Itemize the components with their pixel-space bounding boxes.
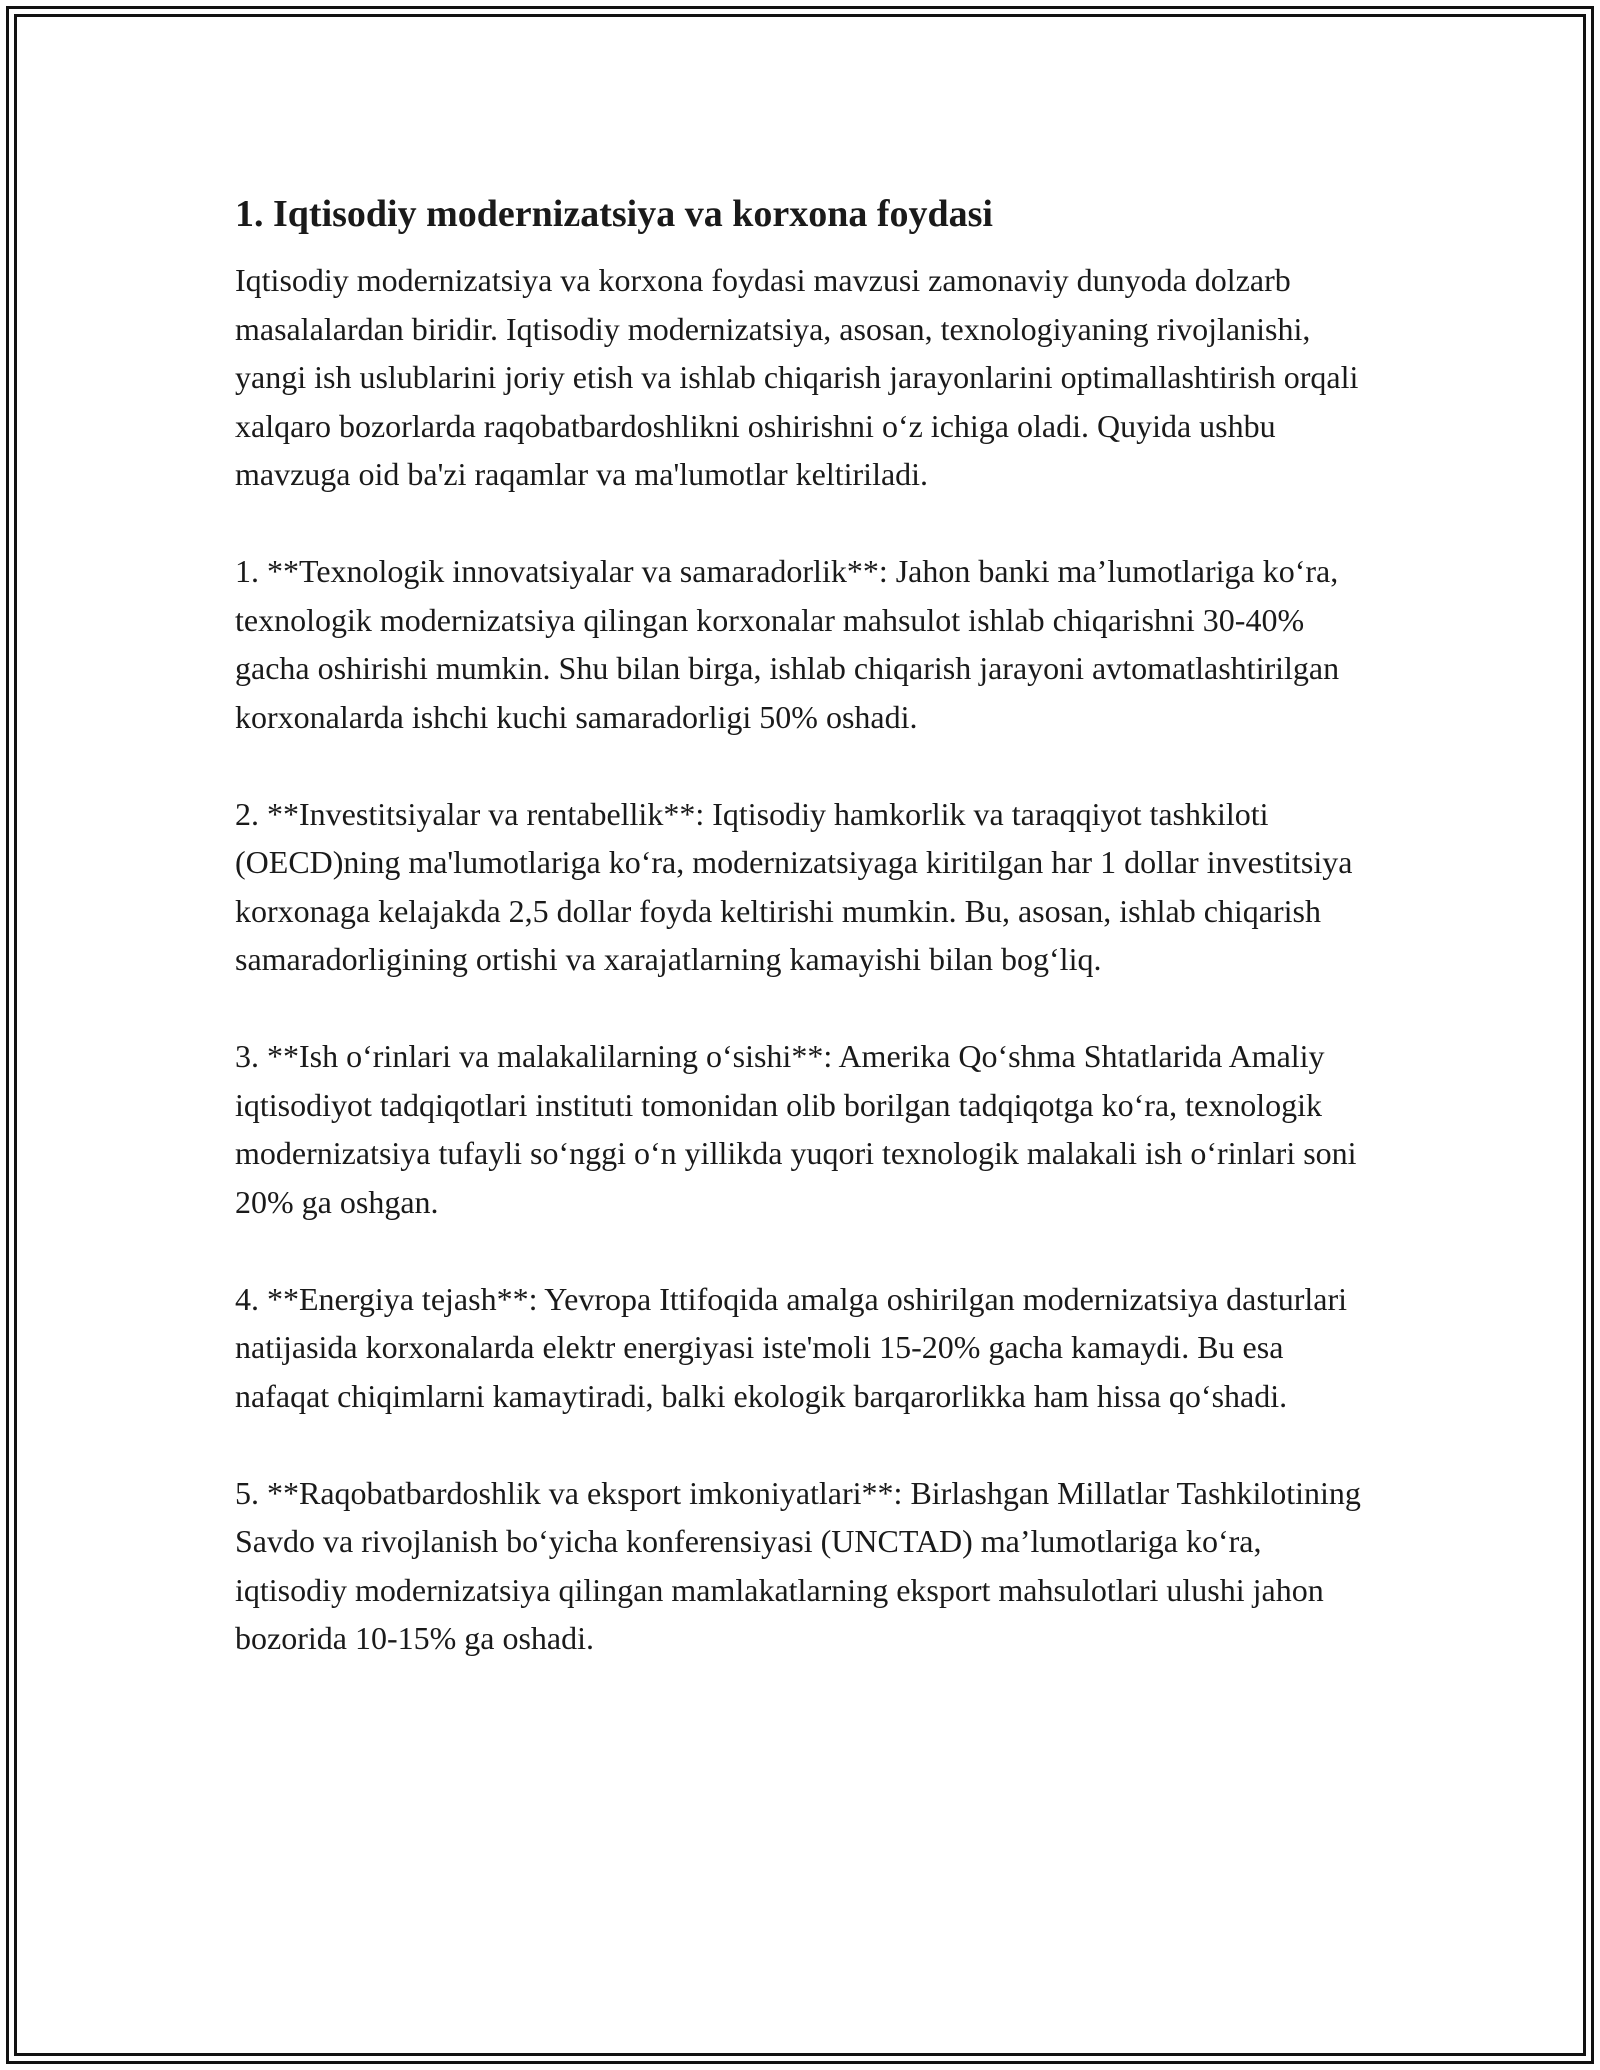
point-2-paragraph: 2. **Investitsiyalar va rentabellik**: Iqtisodiy hamkorlik va taraqqiyot tashkiloti (OECD)ning ma'lumotlariga koʻra, modernizatsiyaga kiritilgan har 1 dollar investitsiya korxonaga kelajakda 2,5 dollar foyda keltirishi mumkin. Bu, asosan, ishlab chiqarish samaradorligining ortishi va xarajatlarning kamayishi bilan bogʻliq. (235, 795, 1353, 977)
point-1-paragraph: 1. **Texnologik innovatsiyalar va samaradorlik**: Jahon banki maʼlumotlariga koʻra, texnologik modernizatsiya qilingan korxonalar mahsulot ishlab chiqarishni 30-40% gacha oshirishi mumkin. Shu bilan birga, ishlab chiqarish jarayoni avtomatlashtirilgan korxonalarda ishchi kuchi samaradorligi 50% oshadi. (235, 553, 1340, 735)
document-title: 1. Iqtisodiy modernizatsiya va korxona foydasi (235, 193, 993, 235)
intro-paragraph: Iqtisodiy modernizatsiya va korxona foydasi mavzusi zamonaviy dunyoda dolzarb masalalardan biridir. Iqtisodiy modernizatsiya, asosan, texnologiyaning rivojlanishi, yangi ish uslublarini joriy etish va ishlab chiqarish jarayonlarini optimallashtirish orqali xalqaro bozorlarda raqobatbardoshlikni oshirishni oʻz ichiga oladi. Quyida ushbu mavzuga oid ba'zi raqamlar va ma'lumotlar keltiriladi. (235, 262, 1359, 492)
point-5-paragraph: 5. **Raqobatbardoshlik va eksport imkoniyatlari**: Birlashgan Millatlar Tashkilotining Savdo va rivojlanish boʻyicha konferensiyasi (UNCTAD) maʼlumotlariga koʻra, iqtisodiy modernizatsiya qilingan mamlakatlarning eksport mahsulotlari ulushi jahon bozorida 10-15% ga oshadi. (235, 1474, 1361, 1656)
document-body (235, 186, 1375, 1663)
point-3-paragraph: 3. **Ish oʻrinlari va malakalilarning oʻsishi**: Amerika Qoʻshma Shtatlarida Amaliy iqtisodiyot tadqiqotlari instituti tomonidan olib borilgan tadqiqotga koʻra, texnologik modernizatsiya tufayli soʻnggi oʻn yillikda yuqori texnologik malakali ish oʻrinlari soni 20% ga oshgan. (235, 1038, 1357, 1220)
point-4-paragraph: 4. **Energiya tejash**: Yevropa Ittifoqida amalga oshirilgan modernizatsiya dasturlari natijasida korxonalarda elektr energiyasi iste'moli 15-20% gacha kamaydi. Bu esa nafaqat chiqimlarni kamaytiradi, balki ekologik barqarorlikka ham hissa qoʻshadi. (235, 1280, 1348, 1414)
